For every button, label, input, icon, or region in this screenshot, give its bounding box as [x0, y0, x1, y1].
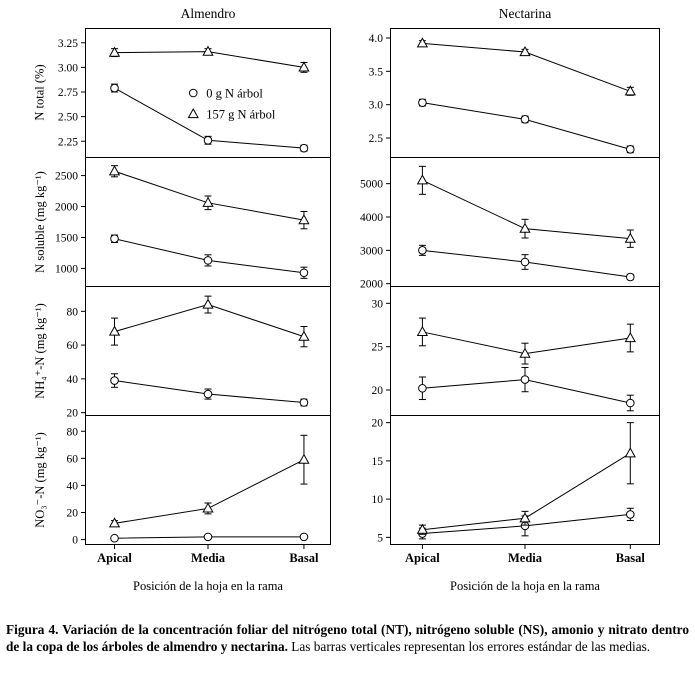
svg-text:20: 20 — [371, 417, 383, 430]
svg-text:2000: 2000 — [360, 278, 383, 291]
svg-text:Apical: Apical — [97, 551, 132, 565]
x-axis-title-nectarina: Posición de la hoja en la rama — [450, 579, 600, 593]
svg-text:20: 20 — [66, 507, 78, 520]
column-title-almendro: Almendro — [180, 6, 236, 21]
svg-text:25: 25 — [371, 341, 383, 354]
svg-text:40: 40 — [66, 373, 78, 386]
svg-text:40: 40 — [66, 480, 78, 493]
svg-text:80: 80 — [66, 306, 78, 319]
svg-text:2.25: 2.25 — [57, 136, 78, 149]
plot-nectarina-nh4-n — [371, 286, 660, 416]
svg-text:Basal: Basal — [615, 551, 645, 565]
svg-text:80: 80 — [66, 426, 78, 439]
svg-text:2000: 2000 — [55, 201, 78, 214]
figure-caption — [6, 621, 689, 656]
svg-text:2.5: 2.5 — [368, 133, 383, 145]
svg-text:3.0: 3.0 — [368, 99, 383, 112]
svg-text:15: 15 — [371, 455, 383, 468]
svg-text:30: 30 — [371, 298, 383, 311]
svg-text:3000: 3000 — [360, 245, 383, 258]
svg-text:Apical: Apical — [405, 551, 440, 565]
svg-text:60: 60 — [66, 453, 78, 466]
plot-almendro-n-total — [57, 28, 331, 158]
svg-text:Media: Media — [507, 551, 543, 565]
svg-text:3.5: 3.5 — [368, 66, 383, 79]
y-axis-label-n-soluble: N soluble (mg kg⁻¹) — [33, 171, 47, 273]
svg-text:20: 20 — [66, 407, 78, 420]
svg-text:5: 5 — [377, 532, 383, 545]
plot-almendro-no3-n — [66, 415, 331, 565]
svg-text:3.25: 3.25 — [57, 37, 78, 50]
y-axis-label-n-total: N total (%) — [32, 64, 47, 121]
svg-text:10: 10 — [371, 494, 383, 507]
svg-text:3.00: 3.00 — [57, 62, 78, 75]
plot-nectarina-n-total — [368, 28, 660, 158]
svg-text:2500: 2500 — [55, 170, 78, 183]
svg-text:1500: 1500 — [55, 232, 78, 245]
plot-almendro-n-soluble — [55, 157, 331, 287]
svg-text:5000: 5000 — [360, 178, 383, 191]
svg-text:4000: 4000 — [360, 212, 383, 224]
svg-text:157 g N árbol: 157 g N árbol — [206, 107, 276, 122]
svg-text:4.0: 4.0 — [368, 33, 383, 45]
svg-text:0 g N árbol: 0 g N árbol — [206, 86, 263, 101]
svg-text:20: 20 — [371, 385, 383, 397]
svg-text:Media: Media — [190, 551, 226, 565]
svg-text:Basal: Basal — [289, 551, 319, 565]
svg-text:1000: 1000 — [55, 263, 78, 276]
svg-text:60: 60 — [66, 340, 78, 353]
y-axis-label-nh4-n: NH₄⁺-N (mg kg⁻¹) — [33, 303, 47, 399]
svg-text:0: 0 — [72, 534, 78, 547]
svg-text:2.50: 2.50 — [57, 111, 78, 124]
y-axis-label-no3-n: NO₃⁻-N (mg kg⁻¹) — [33, 432, 47, 528]
plot-almendro-nh4-n — [66, 286, 331, 420]
figure-caption-normal: Las barras verticales representan los errores estándar de las medias. — [287, 639, 651, 655]
column-title-nectarina: Nectarina — [498, 6, 552, 21]
x-axis-title-almendro: Posición de la hoja en la rama — [133, 579, 283, 593]
plot-nectarina-n-soluble — [360, 157, 660, 291]
figure-caption-bold: Figura 4. Variación de la concentración foliar del nitrógeno total (NT), nitrógeno soluble (NS), amonio y nitrato dentro de la copa de los árboles de almendro y nectarina. — [6, 622, 689, 655]
plot-nectarina-no3-n — [371, 415, 660, 565]
svg-text:2.75: 2.75 — [57, 87, 78, 100]
